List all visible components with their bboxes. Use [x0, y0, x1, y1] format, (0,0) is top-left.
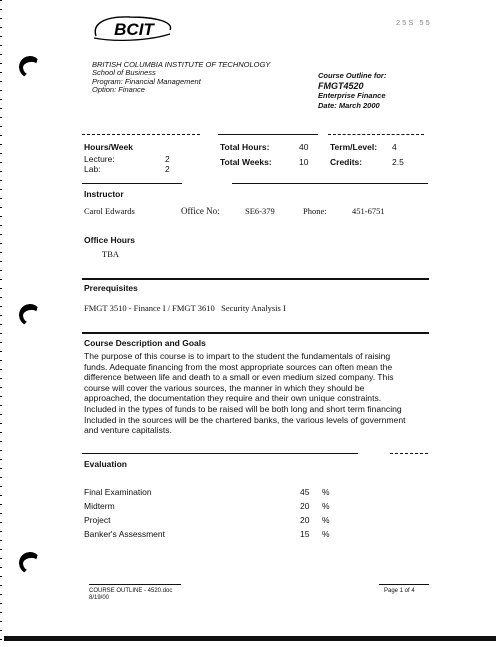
- lab-label: Lab:: [84, 164, 101, 174]
- course-date: Date: March 2000: [318, 101, 380, 110]
- description-line: course will cover the various sources, the manner in which they should be: [84, 382, 365, 393]
- description-line: approached, the documentation they require and their own unique constraints.: [84, 393, 382, 404]
- phone-label: Phone:: [303, 206, 327, 216]
- evaluation-title: Evaluation: [84, 459, 127, 469]
- footer-file: COURSE OUTLINE - 4520.doc: [89, 588, 173, 594]
- evaluation-item-label: Midterm: [84, 501, 115, 511]
- evaluation-item-value: 20: [300, 501, 310, 511]
- description-line: and venture capitalists.: [84, 425, 172, 436]
- description-line: Included in the sources will be the chartered banks, the various levels of government: [84, 414, 406, 425]
- punch-hole-top: [17, 54, 42, 79]
- evaluation-item-label: Final Examination: [84, 487, 152, 497]
- prerequisites-title: Prerequisites: [84, 283, 138, 293]
- bcit-logo: [90, 14, 174, 42]
- credits-label: Credits:: [330, 157, 363, 167]
- punch-hole-middle: [17, 302, 42, 327]
- divider-hours-1: [82, 134, 200, 135]
- instructor-name: Carol Edwards: [84, 206, 135, 216]
- evaluation-item-label: Banker's Assessment: [84, 529, 165, 539]
- term-label: Term/Level:: [330, 142, 378, 152]
- divider-instructor-1: [82, 183, 182, 184]
- evaluation-item-label: Project: [84, 515, 111, 525]
- phone-value: 451-6751: [352, 206, 385, 216]
- program-name: Program: Financial Management: [92, 76, 201, 86]
- hours-title: Hours/Week: [84, 142, 133, 152]
- evaluation-item-unit: %: [322, 501, 330, 511]
- instructor-title: Instructor: [84, 189, 124, 199]
- term-value: 4: [392, 142, 397, 152]
- office-label: Office No:: [181, 206, 220, 216]
- prerequisites-text: FMGT 3510 - Finance I / FMGT 3610 Security Analysis I: [84, 303, 286, 313]
- description-line: difference between life and death to a small or even medium sized company. This: [84, 372, 394, 383]
- footer-divider-1: [89, 584, 181, 585]
- description-body: [84, 351, 439, 436]
- lecture-label: Lecture:: [84, 154, 115, 164]
- lecture-value: 2: [165, 154, 170, 164]
- header-left: [92, 61, 270, 94]
- lab-value: 2: [165, 164, 170, 174]
- footer-divider-2: [379, 584, 429, 585]
- office-hours-title: Office Hours: [84, 235, 136, 245]
- office-value: SE6-379: [245, 206, 275, 216]
- divider-evaluation-1: [82, 453, 358, 454]
- divider-hours-3: [328, 134, 424, 135]
- footer-page: Page 1 of 4: [384, 588, 415, 594]
- description-line: funds. Adequate financing from the most appropriate sources can often mean the: [84, 361, 393, 372]
- evaluation-item-unit: %: [322, 529, 330, 539]
- footer-left: [89, 588, 172, 602]
- punch-hole-bottom: [17, 550, 42, 575]
- divider-hours-2: [218, 134, 318, 135]
- total-hours-label: Total Hours:: [220, 142, 270, 152]
- header-right: [318, 71, 386, 111]
- evaluation-item-value: 20: [300, 515, 310, 525]
- evaluation-item-unit: %: [322, 515, 330, 525]
- evaluation-item-value: 15: [300, 529, 310, 539]
- divider-instructor-2: [232, 183, 428, 184]
- course-name: Enterprise Finance: [318, 91, 386, 100]
- divider-description: [82, 332, 429, 334]
- binder-marks: [0, 0, 2, 647]
- footer-date: 8/19/00: [89, 595, 110, 601]
- logo-text: BCIT: [114, 20, 154, 39]
- scan-edge-bar: [4, 636, 496, 641]
- total-weeks-label: Total Weeks:: [220, 157, 272, 167]
- school-name: School of Business: [92, 68, 156, 78]
- divider-prerequisites: [82, 278, 429, 280]
- stamp: 25S 55: [396, 18, 432, 27]
- divider-evaluation-2: [390, 453, 428, 454]
- institute-name: BRITISH COLUMBIA INSTITUTE OF TECHNOLOGY: [92, 60, 271, 69]
- description-title: Course Description and Goals: [84, 338, 206, 348]
- outline-title: Course Outline for:: [318, 71, 387, 80]
- credits-value: 2.5: [392, 157, 404, 167]
- option-name: Option: Finance: [92, 84, 145, 94]
- office-hours-value: TBA: [102, 249, 119, 259]
- total-hours-value: 40: [299, 142, 309, 152]
- description-line: Included in the types of funds to be raised will be both long and short term financing: [84, 403, 402, 414]
- evaluation-item-unit: %: [322, 487, 330, 497]
- evaluation-item-value: 45: [300, 487, 310, 497]
- description-line: The purpose of this course is to impart to the student the fundamentals of raising: [84, 351, 391, 361]
- total-weeks-value: 10: [299, 157, 309, 167]
- course-code: FMGT4520: [318, 81, 364, 91]
